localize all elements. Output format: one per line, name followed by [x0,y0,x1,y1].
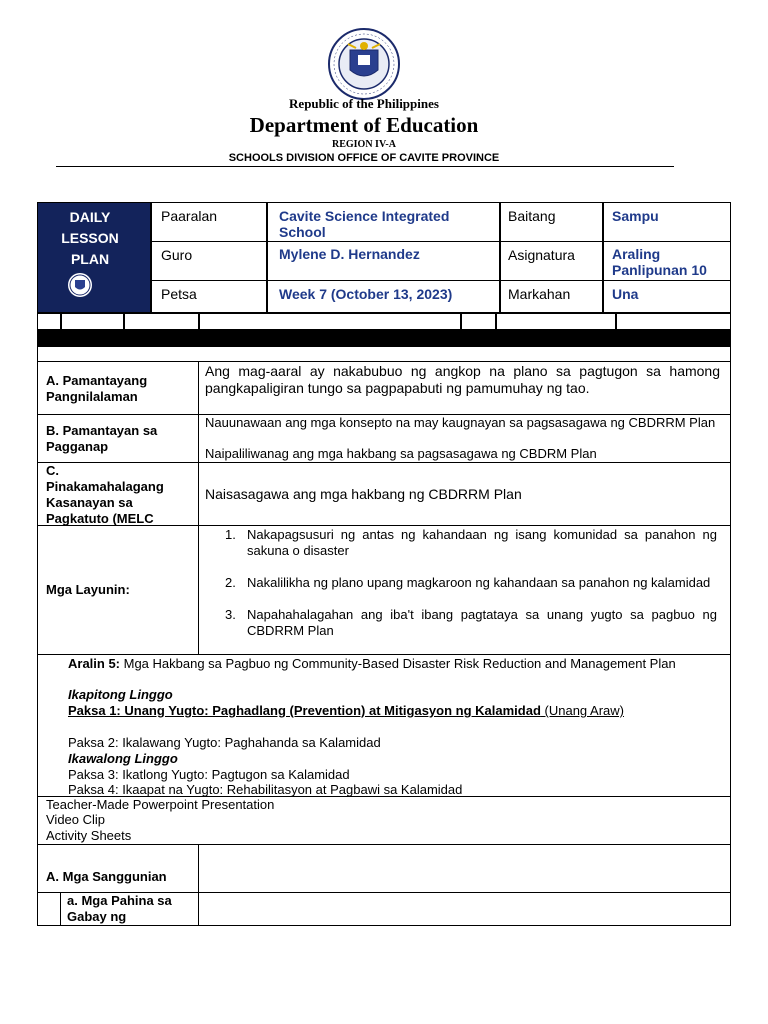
section-b-label-cell [37,414,199,463]
material-1: Teacher-Made Powerpoint Presentation [46,797,275,812]
division-heading: SCHOOLS DIVISION OFFICE OF CAVITE PROVINCE [228,152,500,164]
empty-cell [199,313,461,330]
list-number: 1. [225,527,236,542]
list-number: 3. [225,607,236,622]
sanggunian-label: A. Mga Sanggunian [46,869,167,884]
baitang-value: Sampu [612,208,659,224]
section-c-marker: C. [46,463,59,478]
empty-cell [496,313,616,330]
paaralan-label-cell [151,202,267,242]
guro-value-cell [267,241,500,281]
week-8-heading: Ikawalong Linggo [68,751,178,766]
petsa-value: Week 7 (October 13, 2023) [279,286,453,302]
guro-label: Guro [161,247,193,263]
deped-seal-logo [328,28,400,100]
layunin-label-cell [37,525,199,655]
department-title: Department of Education [249,113,479,137]
section-b-text-2: Naipaliliwanag ang mga hakbang sa pagsasagawa ng CBDRM Plan [205,446,597,461]
small-seal-icon [68,273,92,297]
section-b-text-cell [198,414,731,463]
kagamitan-cell [37,796,731,845]
guro-label-cell [151,241,267,281]
asignatura-value-cell [603,241,731,281]
layunin-item-2: Nakalilikha ng plano upang magkaroon ng kahandaan sa panahon ng kalamidad [247,575,711,590]
sanggunian-label-cell [37,844,199,893]
empty-row [37,346,731,362]
baitang-label: Baitang [508,208,556,224]
petsa-label: Petsa [161,286,197,302]
empty-cell [124,313,199,330]
section-c-label-cell [37,462,199,526]
asignatura-label: Asignatura [508,247,575,263]
layunin-item-3: Napahahalagahan ang iba't ibang pagtataya sa unang yugto sa pagbuo ng CBDRRM Plan [247,607,717,638]
paksa-4: Paksa 4: Ikaapat na Yugto: Rehabilitasyon at Pagbawi sa Kalamidad [68,782,463,797]
baitang-value-cell [603,202,731,242]
section-c-label: Pinakamahalagang Kasanayan sa Pagkatuto (MELC [46,479,164,526]
week-7-heading: Ikapitong Linggo [68,687,173,702]
daily-lesson-plan-cell [37,202,151,313]
aralin-line [68,656,724,672]
section-a-text-cell [198,361,731,415]
nilalaman-cell [37,654,731,797]
paksa-3: Paksa 3: Ikatlong Yugto: Pagtugon sa Kalamidad [68,767,350,782]
paaralan-label: Paaralan [161,208,218,224]
material-2: Video Clip [46,812,106,827]
pahina-label: a. Mga Pahina sa Gabay ng [67,893,172,924]
section-a-label: A. Pamantayang Pangnilalaman [46,373,148,404]
dlp-line-3: PLAN [70,251,110,267]
section-a-label-cell [37,361,199,415]
region-heading: REGION IV-A [332,139,396,150]
paksa-1-title: Paksa 1: Unang Yugto: Paghadlang (Prevention) at Mitigasyon ng Kalamidad [68,703,541,718]
dlp-line-2: LESSON [61,230,119,246]
paaralan-value: Cavite Science Integrated School [279,208,450,240]
paksa-1 [68,703,724,719]
section-c-text: Naisasagawa ang mga hakbang ng CBDRRM Plan [205,486,522,502]
guro-value: Mylene D. Hernandez [279,246,420,262]
aralin-label: Aralin 5: [68,656,121,671]
petsa-label-cell [151,280,267,313]
section-b-label: B. Pamantayan sa Pagganap [46,423,158,454]
layunin-label: Mga Layunin: [46,582,130,597]
header-divider [56,166,674,167]
empty-cell [61,313,124,330]
asignatura-label-cell [500,241,603,281]
paaralan-value-cell [267,202,500,242]
empty-cell [616,313,731,330]
section-c-text-cell [198,462,731,526]
baitang-label-cell [500,202,603,242]
markahan-label-cell [500,280,603,313]
dlp-line-1: DAILY [69,209,111,225]
petsa-value-cell [267,280,500,313]
layunin-item-1: Nakapagsusuri ng antas ng kahandaan ng isang komunidad sa panahon ng sakuna o disaster [247,527,717,558]
republic-heading: Republic of the Philippines [289,96,439,111]
empty-cell [37,892,61,926]
paksa-1-note: (Unang Araw) [540,703,624,718]
section-a-text: Ang mag-aaral ay nakabubuo ng angkop na plano sa pagtugon sa hamong pangkapaligiran tungo sa pagpapabuti ng pamumuhay ng tao. [205,363,720,396]
markahan-value-cell [603,280,731,313]
pahina-label-cell [60,892,199,926]
markahan-label: Markahan [508,286,571,302]
material-3: Activity Sheets [46,828,132,843]
section-b-text-1: Nauunawaan ang mga konsepto na may kaugnayan sa pagsasagawa ng CBDRRM Plan [205,415,716,430]
sanggunian-value-cell [198,844,731,893]
empty-cell [461,313,496,330]
section-black-bar [37,330,731,346]
list-number: 2. [225,575,236,590]
aralin-title: Mga Hakbang sa Pagbuo ng Community-Based Disaster Risk Reduction and Management Plan [120,656,676,671]
pahina-value-cell [198,892,731,926]
empty-cell [37,313,61,330]
asignatura-value: Araling Panlipunan 10 [612,246,707,278]
paksa-2: Paksa 2: Ikalawang Yugto: Paghahanda sa Kalamidad [68,735,381,750]
dlp-title [38,207,142,270]
layunin-list-cell [198,525,731,655]
markahan-value: Una [612,286,639,302]
